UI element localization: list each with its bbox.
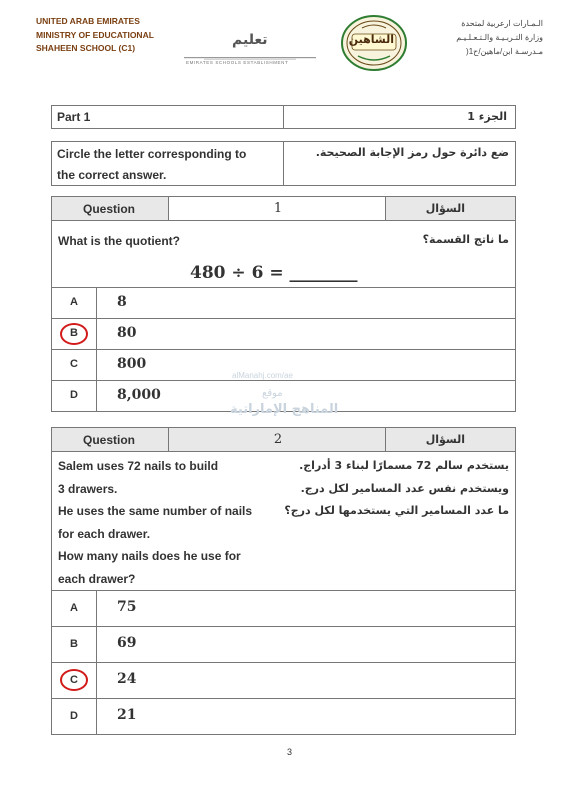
q1-option-a-value: 8	[117, 294, 127, 310]
q2-option-c-letter: C	[70, 674, 78, 686]
q2-option-a-letter-cell[interactable]	[51, 590, 97, 627]
header-school: SHAHEEN SCHOOL (C1)	[36, 43, 136, 53]
q1-option-b-letter: B	[70, 327, 78, 339]
part-label-ar-cell	[283, 105, 516, 129]
watermark-ar-line2: المناهج الإماراتية	[230, 402, 339, 417]
q2-option-c-value: 24	[117, 671, 137, 687]
q1-option-a-letter-cell[interactable]	[51, 287, 97, 319]
header-ministry-ar: وزارة التـربـيـة والـتـعـلـيـم	[456, 33, 543, 42]
q2-text-en-line5: How many nails does he use for	[58, 549, 241, 563]
taleem-logo-subtitle: EMIRATES SCHOOLS ESTABLISHMENT	[186, 60, 289, 65]
header-country: UNITED ARAB EMIRATES	[36, 16, 140, 26]
q2-option-d-letter: D	[70, 710, 78, 722]
q2-label-ar-cell	[385, 427, 516, 452]
watermark-ar-line1: موقع	[262, 388, 283, 399]
q1-text-ar: ما ناتج القسمة؟	[422, 233, 509, 246]
q2-option-b-value-cell	[96, 626, 516, 663]
q2-label-en: Question	[83, 433, 136, 447]
q2-option-d-value: 21	[117, 707, 137, 723]
q1-option-c-value: 800	[117, 356, 147, 372]
q2-number: 2	[273, 432, 283, 447]
q2-option-a-value: 75	[117, 599, 137, 615]
q1-label-ar: السؤال	[425, 202, 465, 215]
instruction-en-line1: Circle the letter corresponding to	[57, 147, 247, 161]
q1-option-d-letter: D	[70, 389, 78, 401]
q2-option-c-letter-cell[interactable]	[51, 662, 97, 699]
q2-text-ar-line1: يستخدم سالم 72 مسمارًا لبناء 3 أدراج.	[299, 459, 509, 472]
q1-option-a-letter: A	[70, 296, 78, 308]
instruction-ar-cell	[283, 141, 516, 186]
instruction-en-line2: the correct answer.	[57, 168, 167, 182]
q1-option-d-value: 8,000	[117, 387, 161, 403]
q1-label-en: Question	[83, 202, 136, 216]
q1-option-d-letter-cell[interactable]	[51, 380, 97, 412]
q2-label-ar: السؤال	[425, 433, 465, 446]
q2-selected-circle-icon	[60, 669, 88, 691]
q2-text-en-line2: 3 drawers.	[58, 482, 118, 496]
q2-text-en-line4: for each drawer.	[58, 527, 151, 541]
q1-option-b-value-cell	[96, 318, 516, 350]
q2-body-cell	[51, 451, 516, 591]
q2-option-d-value-cell	[96, 698, 516, 735]
q1-selected-circle-icon	[60, 323, 88, 345]
q1-label-ar-cell	[385, 196, 516, 221]
page-number: 3	[286, 747, 292, 757]
q1-label-cell	[51, 196, 169, 221]
q2-text-en-line3: He uses the same number of nails	[58, 504, 253, 518]
q2-option-c-value-cell	[96, 662, 516, 699]
school-seal-logo	[340, 14, 408, 72]
q1-number-cell	[168, 196, 386, 221]
q1-expression: 480 ÷ 6 = ________	[190, 263, 358, 283]
q2-text-en-line6: each drawer?	[58, 572, 136, 586]
taleem-logo	[186, 24, 326, 70]
watermark-url: alManahj.com/ae	[232, 371, 293, 380]
q2-number-cell	[168, 427, 386, 452]
q2-option-b-letter: B	[70, 638, 78, 650]
q1-body-cell	[51, 220, 516, 288]
q1-number: 1	[273, 201, 283, 216]
q2-option-b-value: 69	[117, 635, 137, 651]
q2-option-b-letter-cell[interactable]	[51, 626, 97, 663]
q1-option-a-value-cell	[96, 287, 516, 319]
q1-option-c-value-cell	[96, 349, 516, 381]
header-right-block	[456, 17, 543, 59]
header-country-ar: الـمـارات ارعربية لمتحدة	[461, 19, 543, 28]
part-label-en: Part 1	[57, 110, 91, 124]
q1-option-b-value: 80	[117, 325, 137, 341]
header-left-block	[36, 15, 154, 56]
part-label-cell	[51, 105, 284, 129]
q1-option-c-letter-cell[interactable]	[51, 349, 97, 381]
header-school-ar: مـدرسـة ابن/ماهين/ح1(	[466, 47, 543, 56]
part-label-ar: الجزء 1	[467, 110, 507, 123]
q1-option-b-letter-cell[interactable]	[51, 318, 97, 350]
instruction-en-cell	[51, 141, 284, 186]
seal-text: الشاهين	[348, 33, 394, 46]
q1-text-en: What is the quotient?	[58, 234, 180, 248]
q1-option-c-letter: C	[70, 358, 78, 370]
q2-text-en-line1: Salem uses 72 nails to build	[58, 459, 219, 473]
q2-option-a-letter: A	[70, 602, 78, 614]
q2-option-a-value-cell	[96, 590, 516, 627]
q2-option-d-letter-cell[interactable]	[51, 698, 97, 735]
instruction-ar: ضع دائرة حول رمز الإجابة الصحيحة.	[315, 146, 509, 159]
q2-label-cell	[51, 427, 169, 452]
q2-text-ar-line3: ما عدد المسامير التي يستخدمها لكل درج؟	[284, 504, 509, 517]
q2-text-ar-line2: ويستخدم نفس عدد المسامير لكل درج.	[300, 482, 509, 495]
header-ministry: MINISTRY OF EDUCATIONAL	[36, 29, 154, 40]
taleem-logo-word: تعليم	[232, 32, 268, 48]
